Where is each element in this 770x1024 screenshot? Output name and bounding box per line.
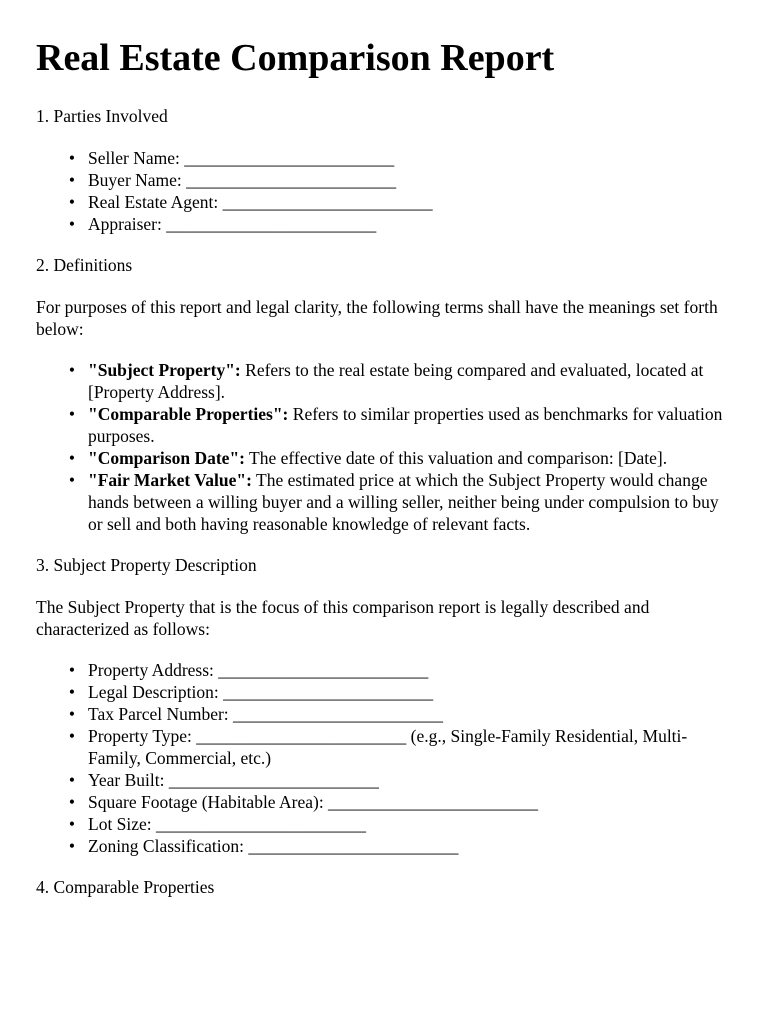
bullet-icon: •	[68, 148, 76, 168]
definition-item	[68, 359, 734, 403]
definition-text: The effective date of this valuation and comparison: [Date].	[245, 448, 668, 468]
definition-item	[68, 469, 734, 535]
definitions-intro: For purposes of this report and legal clarity, the following terms shall have the meanings set forth below:	[36, 297, 718, 339]
definition-item	[68, 403, 734, 447]
list-item: • Buyer Name: ________________________	[68, 170, 397, 190]
bullet-icon: •	[68, 814, 76, 834]
bullet-icon: •	[68, 360, 76, 380]
subject-list	[36, 659, 734, 857]
list-item: • Real Estate Agent: ________________________	[68, 192, 433, 212]
section-heading-subject-property: 3. Subject Property Description	[36, 555, 257, 575]
definition-term: "Comparison Date":	[88, 448, 245, 468]
list-item: • Legal Description: ________________________	[68, 682, 434, 702]
list-item: • Square Footage (Habitable Area): ________________________	[68, 792, 539, 812]
list-item: • Zoning Classification: ________________________	[68, 836, 459, 856]
list-item: • Appraiser: ________________________	[68, 214, 377, 234]
section-heading-definitions: 2. Definitions	[36, 255, 133, 275]
parties-list	[36, 147, 734, 235]
page-title: Real Estate Comparison Report	[36, 37, 555, 79]
bullet-icon: •	[68, 770, 76, 790]
bullet-icon: •	[68, 660, 76, 680]
definition-text: The estimated price at which the Subject Property would change hands between a willing buyer and a willing seller, neither being under compulsion to buy or sell and both having reasonable knowledge of relevant facts.	[88, 470, 719, 534]
list-item: • Year Built: ________________________	[68, 770, 379, 790]
definition-term: "Subject Property":	[88, 360, 241, 380]
bullet-icon: •	[68, 170, 76, 190]
bullet-icon: •	[68, 470, 76, 490]
definition-text: Refers to similar properties used as benchmarks for valuation purposes.	[88, 404, 723, 446]
definitions-list	[36, 359, 734, 535]
bullet-icon: •	[68, 792, 76, 812]
section-heading-parties: 1. Parties Involved	[36, 106, 168, 126]
list-item: • Tax Parcel Number: ________________________	[68, 704, 444, 724]
subject-intro: The Subject Property that is the focus of this comparison report is legally described and characterized as follows:	[36, 597, 650, 639]
definition-item	[68, 447, 734, 469]
section-heading-comparables: 4. Comparable Properties	[36, 877, 215, 897]
bullet-icon: •	[68, 704, 76, 724]
bullet-icon: •	[68, 448, 76, 468]
bullet-icon: •	[68, 726, 76, 746]
definition-term: "Comparable Properties":	[88, 404, 289, 424]
bullet-icon: •	[68, 404, 76, 424]
list-item: • Lot Size: ________________________	[68, 814, 367, 834]
definition-term: "Fair Market Value":	[88, 470, 252, 490]
list-item: • Seller Name: ________________________	[68, 148, 395, 168]
list-item: • Property Type: ________________________ (e.g., Single-Family Residential, Multi-Family, Commercial, etc.)	[68, 726, 688, 768]
bullet-icon: •	[68, 192, 76, 212]
definition-text: Refers to the real estate being compared and evaluated, located at [Property Address].	[88, 360, 704, 402]
bullet-icon: •	[68, 214, 76, 234]
list-item: • Property Address: ________________________	[68, 660, 429, 680]
bullet-icon: •	[68, 682, 76, 702]
bullet-icon: •	[68, 836, 76, 856]
